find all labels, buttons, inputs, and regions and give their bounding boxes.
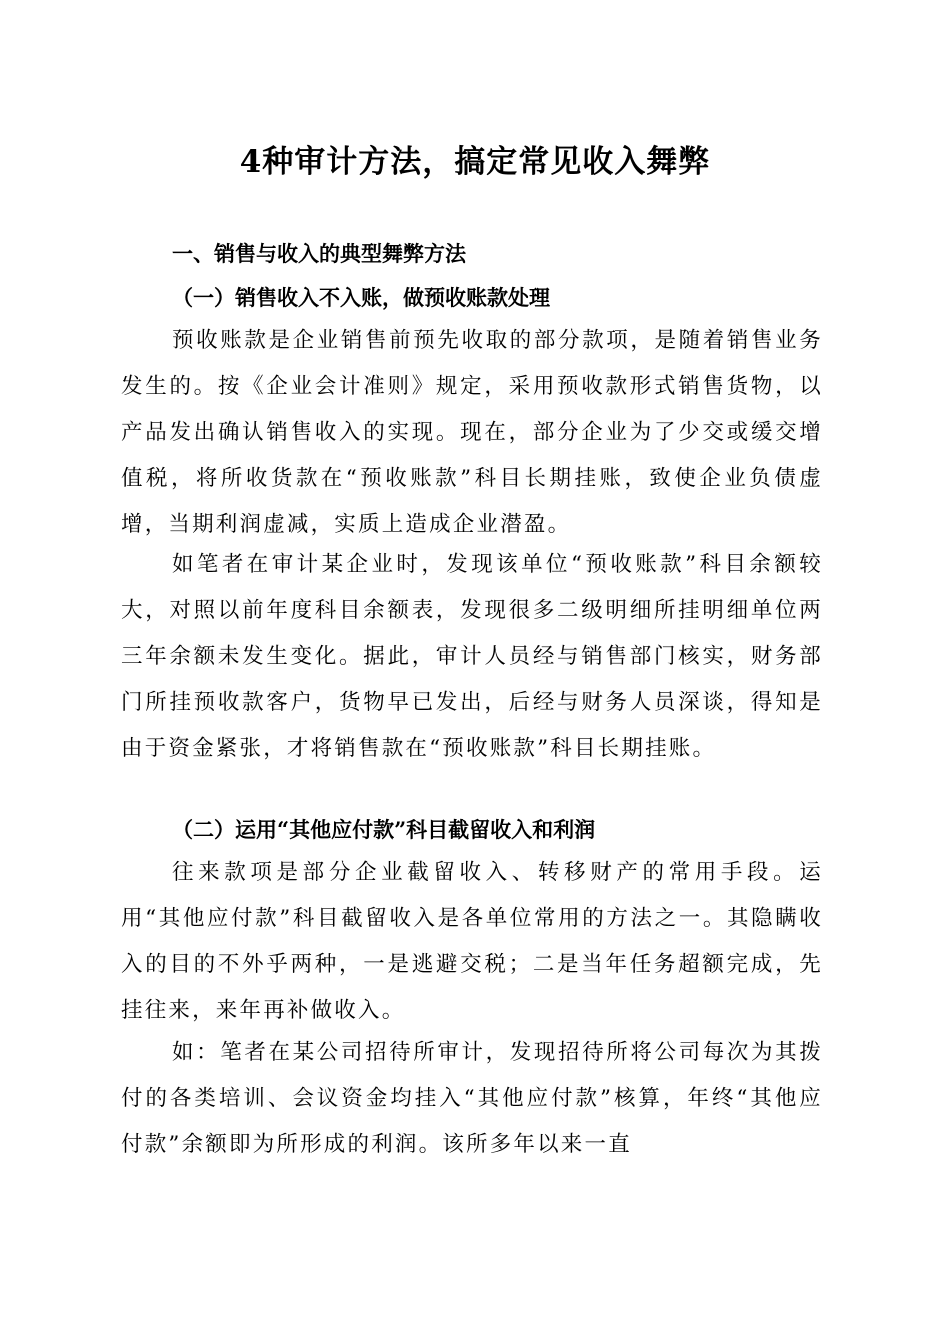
- paragraph-audit-example-1: 如笔者在审计某企业时，发现该单位“预收账款”科目余额较大，对照以前年度科目余额表，发现很多二级明细所挂明细单位两三年余额未发生变化。据此，审计人员经与销售部门核实，财务部门所挂预收款客户，货物早已发出，后经与财务人员深谈，得知是由于资金紧张，才将销售款在“预收账款”科目长期挂账。: [121, 552, 823, 761]
- document-title: 4种审计方法，搞定常见收入舞弊: [239, 144, 711, 180]
- section-heading-1: 一、销售与收入的典型舞弊方法: [172, 242, 466, 266]
- paragraph-audit-example-2: 如：笔者在某公司招待所审计，发现招待所将公司每次为其拨付的各类培训、会议资金均挂入“其他应付款”核算，年终“其他应付款”余额即为所形成的利润。该所多年以来一直: [121, 1040, 823, 1157]
- paragraph-other-payables: 往来款项是部分企业截留收入、转移财产的常用手段。运用“其他应付款”科目截留收入是各单位常用的方法之一。其隐瞒收入的目的不外乎两种，一是逃避交税；二是当年任务超额完成，先挂往来，来年再补做收入。: [121, 860, 823, 1023]
- paragraph-advance-receipts: 预收账款是企业销售前预先收取的部分款项，是随着销售业务发生的。按《企业会计准则》规定，采用预收款形式销售货物，以产品发出确认销售收入的实现。现在，部分企业为了少交或缓交增值税，将所收货款在“预收账款”科目长期挂账，致使企业负债虚增，当期利润虚减，实质上造成企业潜盈。: [121, 328, 823, 537]
- subsection-heading-1: （一）销售收入不入账，做预收账款处理: [172, 285, 550, 310]
- subsection-heading-2: （二）运用“其他应付款”科目截留收入和利润: [172, 817, 596, 842]
